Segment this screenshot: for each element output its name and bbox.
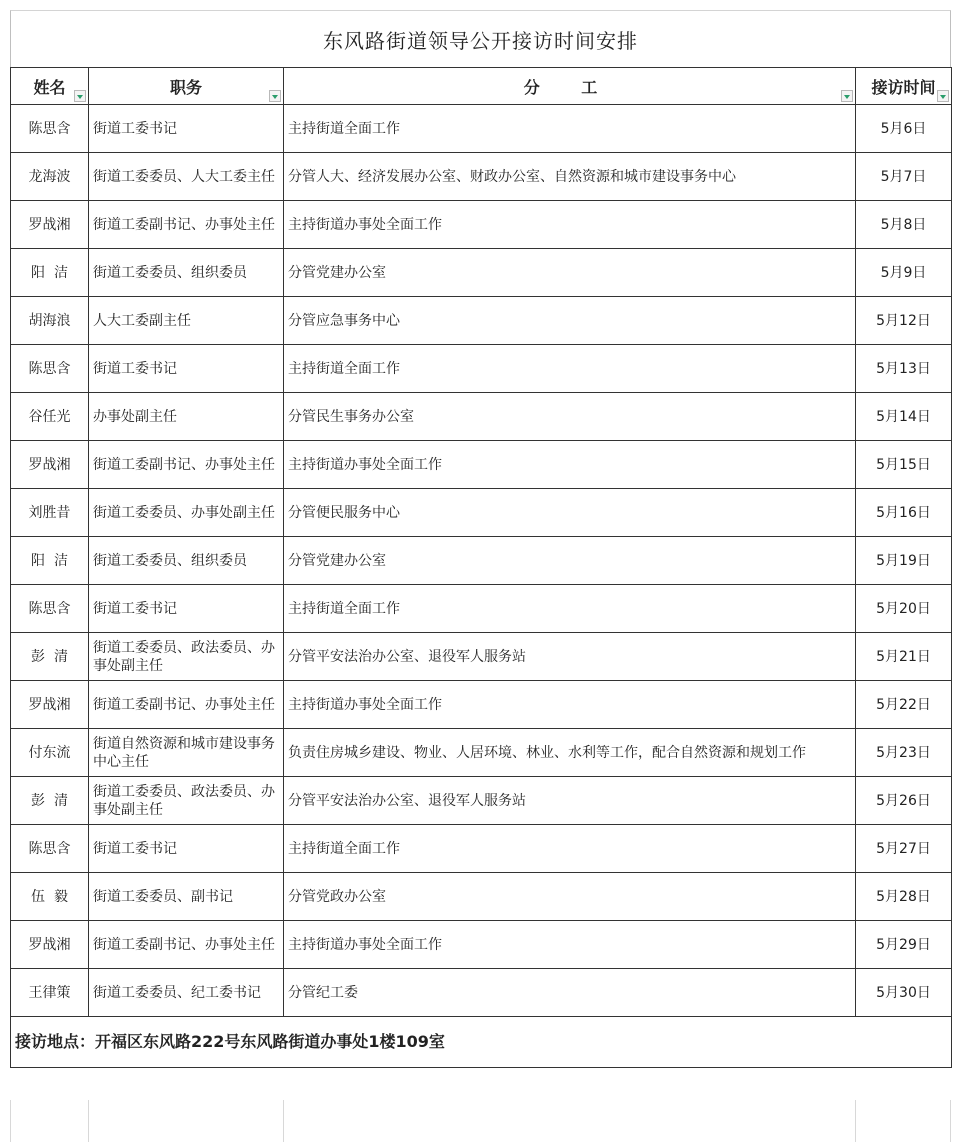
- duty-cell: 负责住房城乡建设、物业、人居环境、林业、水利等工作，配合自然资源和规划工作: [284, 729, 856, 777]
- duty-cell: 分管平安法治办公室、退役军人服务站: [284, 777, 856, 825]
- position-cell: 街道自然资源和城市建设事务中心主任: [89, 729, 284, 777]
- name-cell: 谷任光: [11, 393, 89, 441]
- table-row: [11, 969, 952, 1017]
- empty-grid-area: [10, 1100, 951, 1142]
- position-cell: 街道工委委员、办事处副主任: [89, 489, 284, 537]
- footer-row: [11, 1017, 952, 1068]
- date-cell: 5月22日: [856, 681, 952, 729]
- position-cell: 街道工委书记: [89, 585, 284, 633]
- name-cell: 罗战湘: [11, 921, 89, 969]
- name-cell: 罗战湘: [11, 201, 89, 249]
- position-cell: 街道工委副书记、办事处主任: [89, 441, 284, 489]
- header-duty-label: 分 工: [523, 77, 616, 97]
- schedule-sheet: [10, 10, 951, 1068]
- table-row: [11, 249, 952, 297]
- header-position: [89, 68, 284, 105]
- table-row: [11, 585, 952, 633]
- date-cell: 5月21日: [856, 633, 952, 681]
- position-cell: 街道工委书记: [89, 105, 284, 153]
- position-cell: 街道工委委员、副书记: [89, 873, 284, 921]
- duty-cell: 主持街道全面工作: [284, 105, 856, 153]
- table-row: [11, 729, 952, 777]
- position-cell: 街道工委书记: [89, 825, 284, 873]
- table-row: [11, 393, 952, 441]
- empty-grid-line: [855, 1100, 856, 1142]
- duty-cell: 主持街道办事处全面工作: [284, 201, 856, 249]
- position-cell: 人大工委副主任: [89, 297, 284, 345]
- position-cell: 街道工委副书记、办事处主任: [89, 201, 284, 249]
- header-name: [11, 68, 89, 105]
- date-cell: 5月8日: [856, 201, 952, 249]
- filter-dropdown-icon[interactable]: [269, 90, 281, 102]
- sheet-title: 东风路街道领导公开接访时间安排: [10, 10, 951, 67]
- duty-cell: 分管党建办公室: [284, 249, 856, 297]
- name-cell: 陈思含: [11, 585, 89, 633]
- duty-cell: 分管党建办公室: [284, 537, 856, 585]
- duty-cell: 分管人大、经济发展办公室、财政办公室、自然资源和城市建设事务中心: [284, 153, 856, 201]
- position-cell: 街道工委委员、组织委员: [89, 249, 284, 297]
- schedule-table: [10, 67, 952, 1068]
- date-cell: 5月27日: [856, 825, 952, 873]
- empty-grid-line: [88, 1100, 89, 1142]
- table-row: [11, 681, 952, 729]
- position-cell: 街道工委委员、组织委员: [89, 537, 284, 585]
- date-cell: 5月15日: [856, 441, 952, 489]
- name-cell: 龙海波: [11, 153, 89, 201]
- duty-cell: 主持街道全面工作: [284, 825, 856, 873]
- table-row: [11, 921, 952, 969]
- table-row: [11, 777, 952, 825]
- name-cell: 王律策: [11, 969, 89, 1017]
- header-row: [11, 68, 952, 105]
- date-cell: 5月13日: [856, 345, 952, 393]
- position-cell: 街道工委委员、人大工委主任: [89, 153, 284, 201]
- position-cell: 街道工委委员、政法委员、办事处副主任: [89, 777, 284, 825]
- position-cell: 街道工委书记: [89, 345, 284, 393]
- date-cell: 5月20日: [856, 585, 952, 633]
- duty-cell: 主持街道办事处全面工作: [284, 921, 856, 969]
- date-cell: 5月30日: [856, 969, 952, 1017]
- table-row: [11, 537, 952, 585]
- position-cell: 街道工委委员、纪工委书记: [89, 969, 284, 1017]
- name-cell: 胡海浪: [11, 297, 89, 345]
- duty-cell: 分管党政办公室: [284, 873, 856, 921]
- date-cell: 5月26日: [856, 777, 952, 825]
- position-cell: 办事处副主任: [89, 393, 284, 441]
- table-row: [11, 297, 952, 345]
- name-cell: 陈思含: [11, 825, 89, 873]
- filter-dropdown-icon[interactable]: [937, 90, 949, 102]
- header-date: [856, 68, 952, 105]
- name-cell: 罗战湘: [11, 681, 89, 729]
- name-cell: 陈思含: [11, 105, 89, 153]
- date-cell: 5月23日: [856, 729, 952, 777]
- name-cell: 彭 清: [11, 777, 89, 825]
- date-cell: 5月28日: [856, 873, 952, 921]
- date-cell: 5月6日: [856, 105, 952, 153]
- table-row: [11, 345, 952, 393]
- duty-cell: 分管平安法治办公室、退役军人服务站: [284, 633, 856, 681]
- header-name-label: 姓名: [33, 77, 66, 97]
- table-row: [11, 489, 952, 537]
- table-row: [11, 441, 952, 489]
- table-row: [11, 873, 952, 921]
- position-cell: 街道工委副书记、办事处主任: [89, 681, 284, 729]
- header-duty: [284, 68, 856, 105]
- duty-cell: 分管民生事务办公室: [284, 393, 856, 441]
- header-date-label: 接访时间: [871, 77, 936, 97]
- date-cell: 5月14日: [856, 393, 952, 441]
- duty-cell: 主持街道全面工作: [284, 345, 856, 393]
- name-cell: 彭 清: [11, 633, 89, 681]
- table-row: [11, 201, 952, 249]
- filter-dropdown-icon[interactable]: [74, 90, 86, 102]
- table-row: [11, 105, 952, 153]
- reception-location: 接访地点：开福区东风路222号东风路街道办事处1楼109室: [11, 1017, 952, 1068]
- name-cell: 罗战湘: [11, 441, 89, 489]
- header-position-label: 职务: [169, 77, 202, 97]
- date-cell: 5月29日: [856, 921, 952, 969]
- table-row: [11, 153, 952, 201]
- duty-cell: 分管便民服务中心: [284, 489, 856, 537]
- position-cell: 街道工委副书记、办事处主任: [89, 921, 284, 969]
- empty-grid-line: [283, 1100, 284, 1142]
- date-cell: 5月19日: [856, 537, 952, 585]
- duty-cell: 主持街道办事处全面工作: [284, 441, 856, 489]
- duty-cell: 主持街道办事处全面工作: [284, 681, 856, 729]
- name-cell: 刘胜昔: [11, 489, 89, 537]
- name-cell: 伍 毅: [11, 873, 89, 921]
- name-cell: 陈思含: [11, 345, 89, 393]
- name-cell: 付东流: [11, 729, 89, 777]
- date-cell: 5月16日: [856, 489, 952, 537]
- duty-cell: 主持街道全面工作: [284, 585, 856, 633]
- name-cell: 阳 洁: [11, 249, 89, 297]
- date-cell: 5月7日: [856, 153, 952, 201]
- date-cell: 5月9日: [856, 249, 952, 297]
- duty-cell: 分管纪工委: [284, 969, 856, 1017]
- date-cell: 5月12日: [856, 297, 952, 345]
- filter-dropdown-icon[interactable]: [841, 90, 853, 102]
- table-row: [11, 825, 952, 873]
- table-row: [11, 633, 952, 681]
- position-cell: 街道工委委员、政法委员、办事处副主任: [89, 633, 284, 681]
- duty-cell: 分管应急事务中心: [284, 297, 856, 345]
- name-cell: 阳 洁: [11, 537, 89, 585]
